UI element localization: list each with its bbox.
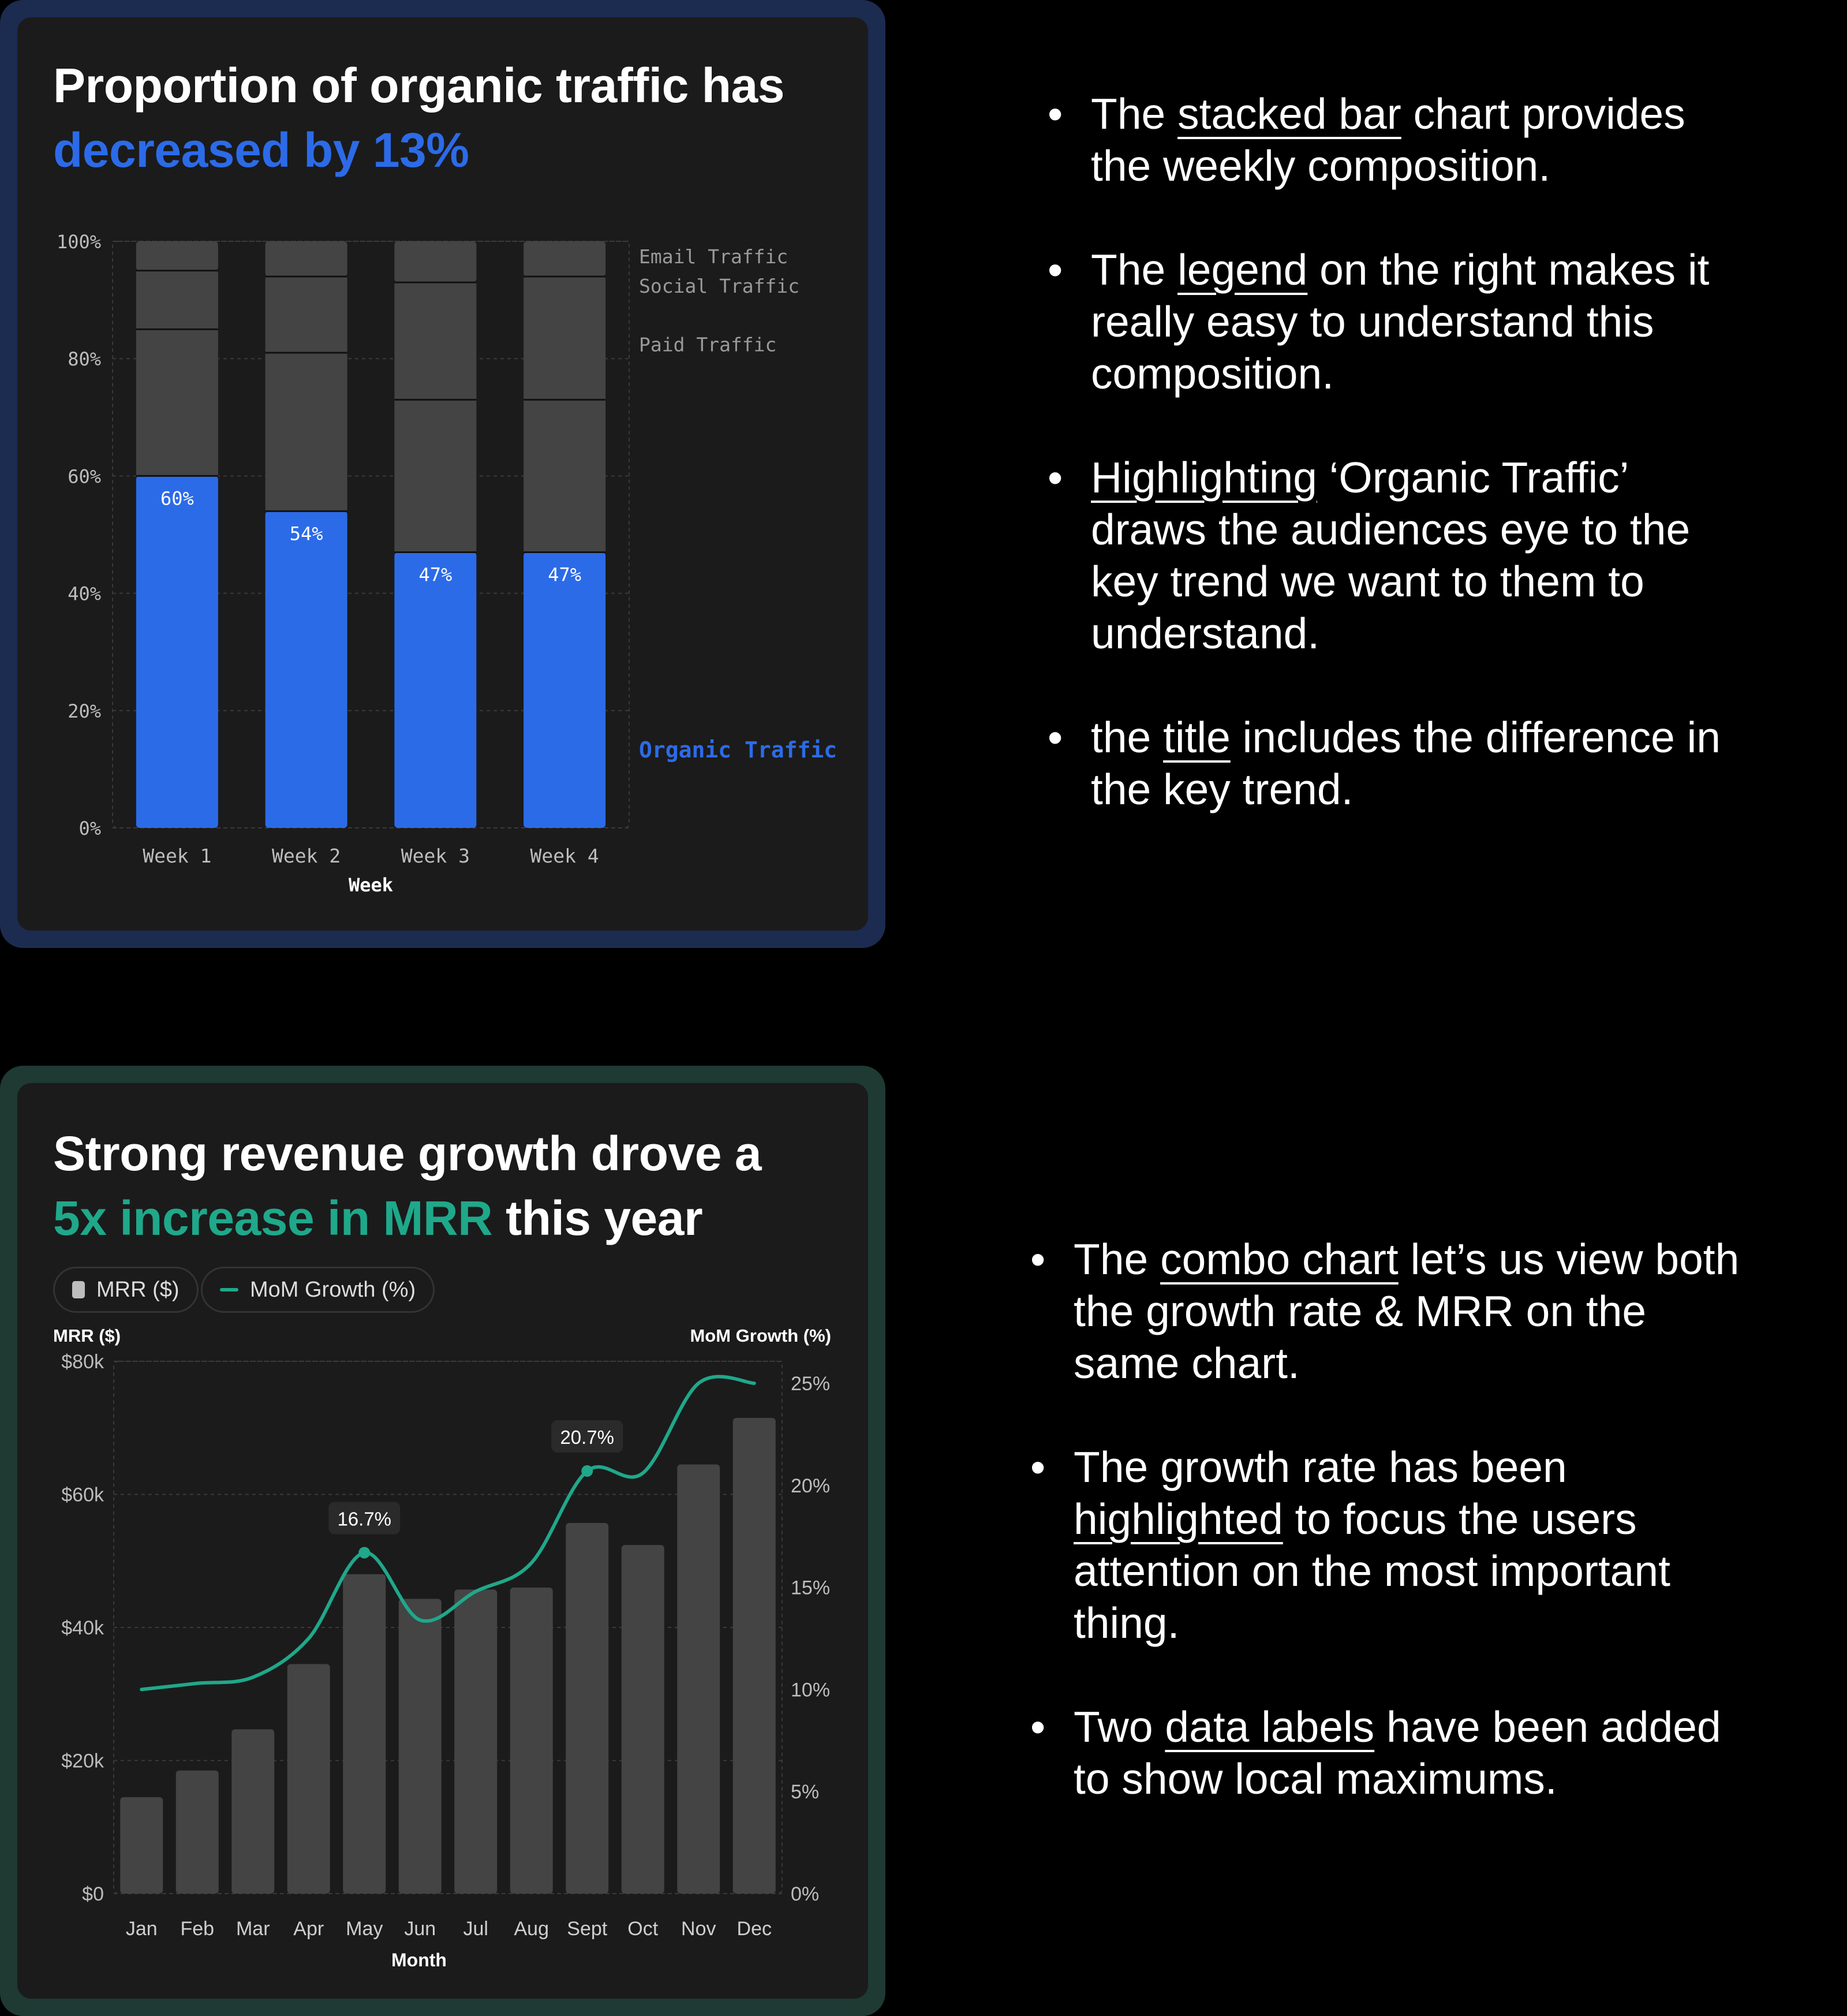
note1-bullet-2 <box>1048 244 1752 400</box>
y-tick-label: 0% <box>78 817 101 839</box>
legend-growth-label: MoM Growth (%) <box>250 1277 416 1302</box>
note-text: have been added to show local maximums. <box>1074 1703 1721 1803</box>
growth-point <box>581 1465 593 1477</box>
mrr-bar <box>566 1523 608 1894</box>
y-tick-label: 40% <box>68 583 101 605</box>
legend-label-organic-traffic: Organic Traffic <box>639 737 837 763</box>
note2-bullet-1 <box>1030 1233 1758 1389</box>
note-term: stacked bar <box>1177 89 1401 138</box>
y-tick-label-right: 15% <box>791 1577 831 1599</box>
bar-segment-social-traffic <box>394 282 476 400</box>
bar-segment-email-traffic <box>136 241 218 271</box>
y-axis-label-left: MRR ($) <box>53 1326 121 1346</box>
legend-mrr-label: MRR ($) <box>96 1277 180 1302</box>
growth-data-label: 20.7% <box>560 1427 615 1448</box>
x-axis-label: Week <box>348 874 394 896</box>
legend-label-email-traffic: Email Traffic <box>639 245 788 268</box>
note-text: includes the difference in the key trend. <box>1091 713 1721 813</box>
mrr-bar <box>399 1599 442 1894</box>
y-tick-label: 100% <box>56 231 101 253</box>
x-tick-label: Jun <box>404 1918 436 1940</box>
note1-bullet-4 <box>1048 711 1752 815</box>
bar-segment-organic-traffic <box>266 511 347 828</box>
x-tick-label: Week 4 <box>530 845 599 867</box>
y-tick-label: 60% <box>68 465 101 488</box>
bar-segment-email-traffic <box>394 241 476 282</box>
chart2-title-tail: this year <box>492 1191 703 1245</box>
x-tick-label: Dec <box>736 1918 772 1940</box>
y-tick-label-right: 10% <box>791 1679 831 1701</box>
bar-segment-social-traffic <box>266 277 347 353</box>
x-tick-label: Feb <box>180 1918 215 1940</box>
bar-segment-paid-traffic <box>524 400 605 552</box>
bar-segment-organic-traffic <box>136 476 218 828</box>
note-text: The <box>1074 1235 1161 1283</box>
chart2-title-line1: Strong revenue growth drove a <box>53 1126 762 1181</box>
note-text: the <box>1091 713 1164 761</box>
note-term: title <box>1163 713 1231 761</box>
y-axis-label-right: MoM Growth (%) <box>690 1326 831 1346</box>
x-tick-label: Aug <box>514 1918 549 1940</box>
note-term: Highlighting <box>1091 453 1317 502</box>
x-tick-label: May <box>346 1918 383 1940</box>
x-tick-label: Oct <box>627 1918 659 1940</box>
note-term: highlighted <box>1074 1495 1283 1543</box>
mrr-bar <box>454 1589 497 1894</box>
bar-data-label: 47% <box>418 563 453 586</box>
x-axis-label: Month <box>391 1950 447 1970</box>
mrr-bar <box>733 1418 776 1894</box>
y-tick-label-left: $0 <box>82 1883 104 1905</box>
mrr-bar <box>622 1545 664 1894</box>
bar-segment-paid-traffic <box>266 353 347 511</box>
note2-bullet-3 <box>1030 1701 1758 1805</box>
note1-bullet-1 <box>1048 88 1752 192</box>
notes-stacked-bar <box>1048 88 1752 867</box>
y-tick-label-left: $20k <box>61 1750 104 1772</box>
y-tick-label: 20% <box>68 700 101 722</box>
notes-combo-chart <box>1030 1233 1758 1857</box>
x-tick-label: Apr <box>293 1918 324 1940</box>
bar-segment-paid-traffic <box>136 329 218 476</box>
x-tick-label: Jan <box>125 1918 158 1940</box>
note2-bullet-2 <box>1030 1441 1758 1649</box>
note-text: ‘Organic Traffic’ draws the audiences eye to the key trend we want to them to understand. <box>1091 453 1691 658</box>
mrr-bar <box>343 1574 386 1894</box>
y-tick-label: 80% <box>68 348 101 371</box>
bar-data-label: 54% <box>289 522 323 545</box>
y-tick-label-right: 0% <box>791 1883 820 1905</box>
note1-bullet-3 <box>1048 451 1752 659</box>
bar-segment-organic-traffic <box>394 552 476 828</box>
x-tick-label: Week 1 <box>143 845 212 867</box>
y-tick-label-right: 25% <box>791 1373 831 1395</box>
note-text: chart provides the weekly composition. <box>1091 89 1685 190</box>
chart1-title-highlight: decreased by 13% <box>53 123 469 177</box>
stacked-bar-chart <box>0 0 885 948</box>
mrr-bar <box>287 1664 330 1894</box>
growth-data-label: 16.7% <box>337 1508 392 1530</box>
y-tick-label-left: $80k <box>61 1351 104 1373</box>
y-tick-label-left: $60k <box>61 1484 104 1506</box>
x-tick-label: Week 3 <box>401 845 470 867</box>
y-tick-label-right: 20% <box>791 1474 831 1497</box>
x-tick-label: Jul <box>463 1918 488 1940</box>
mrr-bar <box>120 1797 163 1894</box>
note-text: The <box>1091 245 1178 294</box>
combo-chart <box>0 1066 885 2016</box>
mrr-bar <box>231 1729 274 1894</box>
note-term: combo chart <box>1160 1235 1399 1283</box>
note-text: The <box>1091 89 1178 138</box>
bar-segment-email-traffic <box>524 241 605 277</box>
note-text: to focus the users attention on the most important thing. <box>1074 1495 1670 1647</box>
note-text: Two <box>1074 1703 1165 1751</box>
x-tick-label: Nov <box>681 1918 716 1940</box>
chart1-title-line1: Proportion of organic traffic has <box>53 58 784 113</box>
mrr-bar <box>677 1465 720 1894</box>
bar-data-label: 60% <box>160 487 194 510</box>
legend-label-paid-traffic: Paid Traffic <box>639 333 777 356</box>
note-term: legend <box>1177 245 1308 294</box>
chart2-title-highlight: 5x increase in MRR <box>53 1191 493 1245</box>
legend-label-social-traffic: Social Traffic <box>639 274 800 297</box>
bar-segment-paid-traffic <box>394 400 476 552</box>
note-text: The growth rate has been <box>1074 1443 1567 1491</box>
x-tick-label: Sept <box>567 1918 608 1940</box>
bar-segment-organic-traffic <box>524 552 605 828</box>
bar-segment-email-traffic <box>266 241 347 277</box>
mrr-bar <box>176 1771 219 1894</box>
note-text: on the right makes it really easy to understand this composition. <box>1091 245 1710 398</box>
x-tick-label: Week 2 <box>272 845 341 867</box>
note-text: let’s us view both the growth rate & MRR on the same chart. <box>1074 1235 1740 1387</box>
bar-segment-social-traffic <box>524 277 605 400</box>
note-term: data labels <box>1165 1703 1375 1751</box>
y-tick-label-right: 5% <box>791 1781 820 1804</box>
x-tick-label: Mar <box>235 1918 270 1940</box>
bar-data-label: 47% <box>548 563 582 586</box>
bar-segment-social-traffic <box>136 271 218 330</box>
y-tick-label-left: $40k <box>61 1617 104 1639</box>
mrr-bar <box>510 1588 553 1894</box>
growth-point <box>358 1547 370 1558</box>
